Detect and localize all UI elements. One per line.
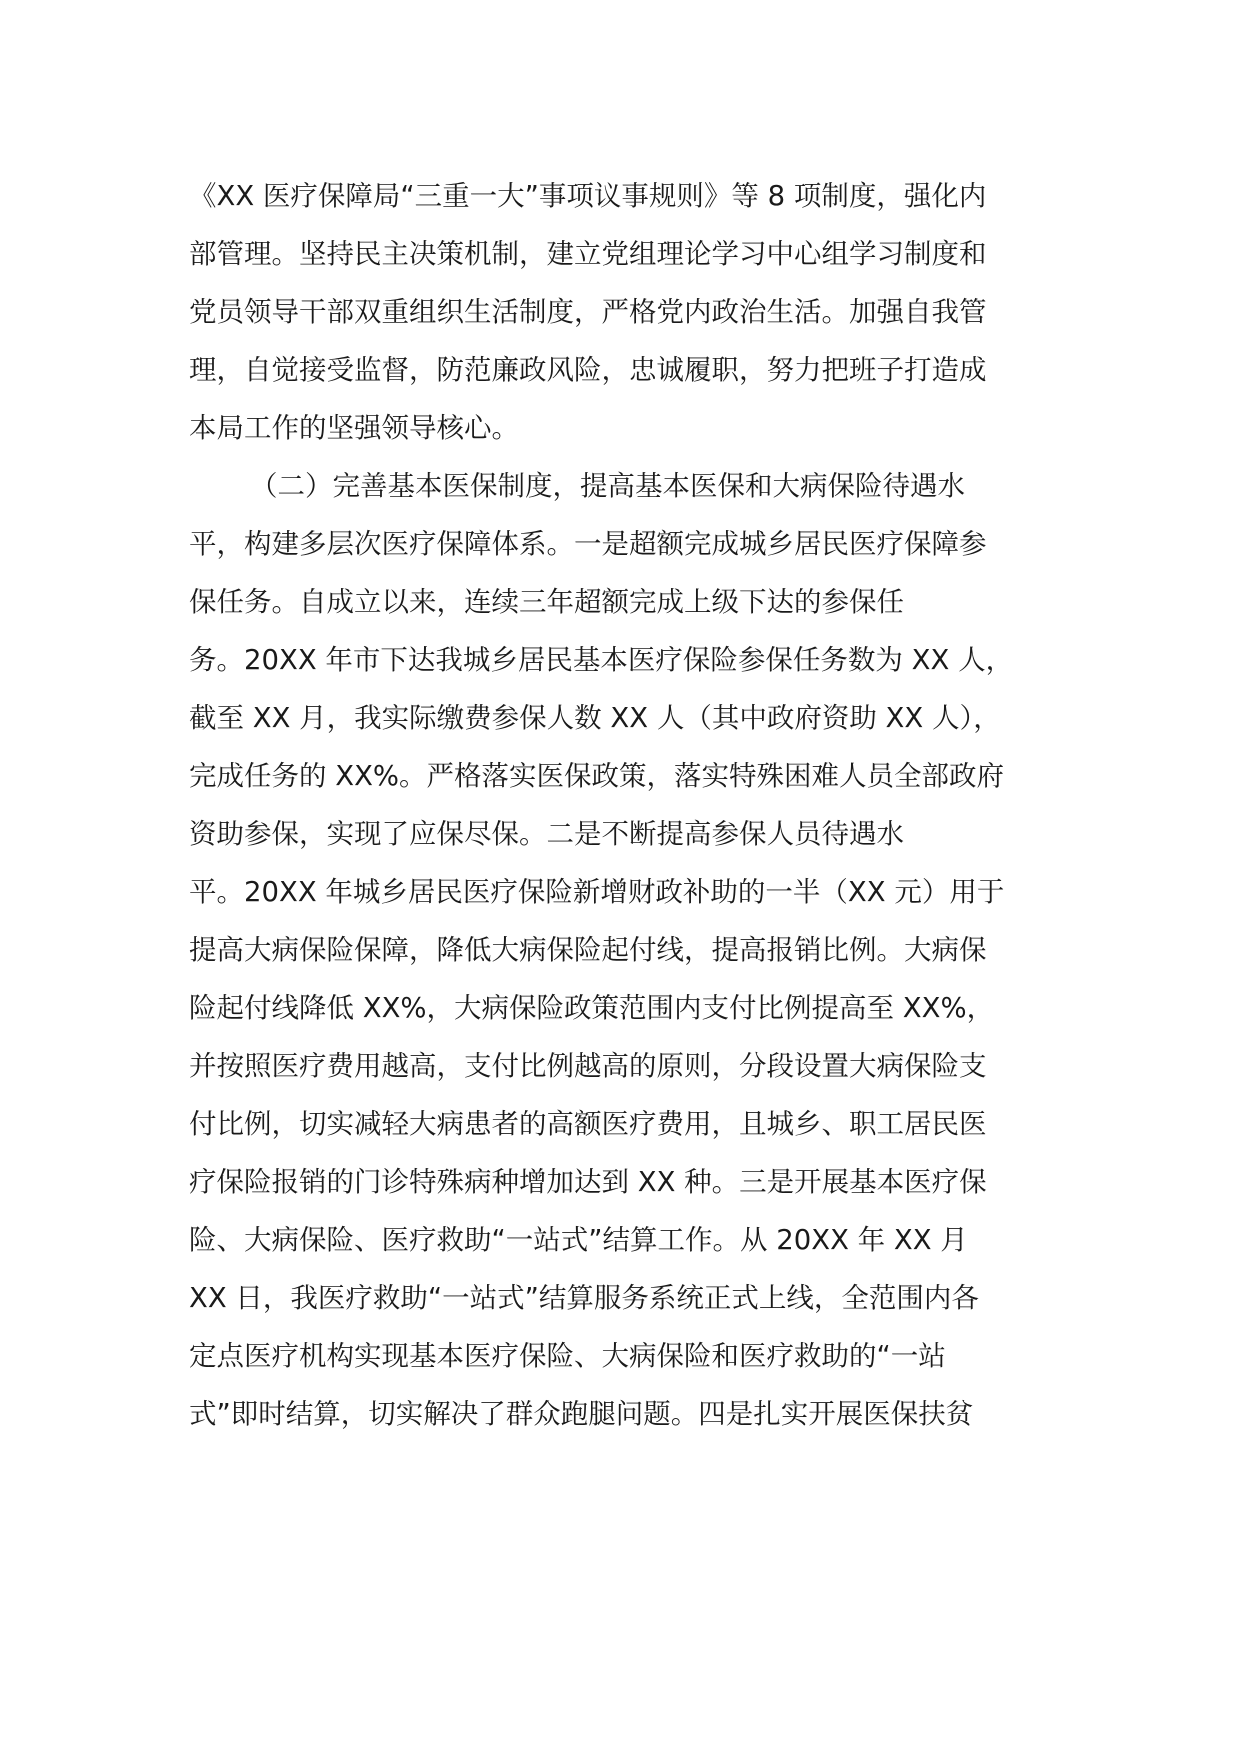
text-line: 提高大病保险保障，降低大病保险起付线，提高报销比例。大病保 (189, 934, 987, 966)
text-line: 务。20XX 年市下达我城乡居民基本医疗保险参保任务数为 XX 人， (189, 644, 1014, 676)
text-line: 平。20XX 年城乡居民医疗保险新增财政补助的一半（XX 元）用于 (189, 876, 1005, 908)
text-line: 并按照医疗费用越高，支付比例越高的原则，分段设置大病保险支 (189, 1050, 987, 1082)
text-line: 党员领导干部双重组织生活制度，严格党内政治生活。加强自我管 (189, 296, 987, 328)
text-line: 资助参保，实现了应保尽保。二是不断提高参保人员待遇水 (189, 818, 904, 850)
text-line: XX 日，我医疗救助“一站式”结算服务系统正式上线，全范围内各 (189, 1282, 979, 1314)
text-line: 定点医疗机构实现基本医疗保险、大病保险和医疗救助的“一站 (189, 1340, 946, 1372)
text-line: 付比例，切实减轻大病患者的高额医疗费用，且城乡、职工居民医 (189, 1108, 987, 1140)
text-line: 险、大病保险、医疗救助“一站式”结算工作。从 20XX 年 XX 月 (189, 1224, 968, 1256)
text-line: 险起付线降低 XX%，大病保险政策范围内支付比例提高至 XX%， (189, 992, 995, 1024)
text-line: 理，自觉接受监督，防范廉政风险，忠诚履职，努力把班子打造成 (189, 354, 987, 386)
text-line: 疗保险报销的门诊特殊病种增加达到 XX 种。三是开展基本医疗保 (189, 1166, 987, 1198)
text-line: 部管理。坚持民主决策机制，建立党组理论学习中心组学习制度和 (189, 238, 987, 270)
text-line: 式”即时结算，切实解决了群众跑腿问题。四是扎实开展医保扶贫 (189, 1398, 974, 1430)
text-line: 平，构建多层次医疗保障体系。一是超额完成城乡居民医疗保障参 (189, 528, 987, 560)
text-line: 完成任务的 XX%。严格落实医保政策，落实特殊困难人员全部政府 (189, 760, 1005, 792)
text-line: 《XX 医疗保障局“三重一大”事项议事规则》等 8 项制度，强化内 (189, 180, 987, 212)
text-line: 保任务。自成立以来，连续三年超额完成上级下达的参保任 (189, 586, 904, 618)
text-line: 截至 XX 月，我实际缴费参保人数 XX 人（其中政府资助 XX 人）， (189, 702, 1001, 734)
section-heading-line: （二）完善基本医保制度，提高基本医保和大病保险待遇水 (250, 470, 965, 502)
text-line: 本局工作的坚强领导核心。 (189, 412, 519, 444)
